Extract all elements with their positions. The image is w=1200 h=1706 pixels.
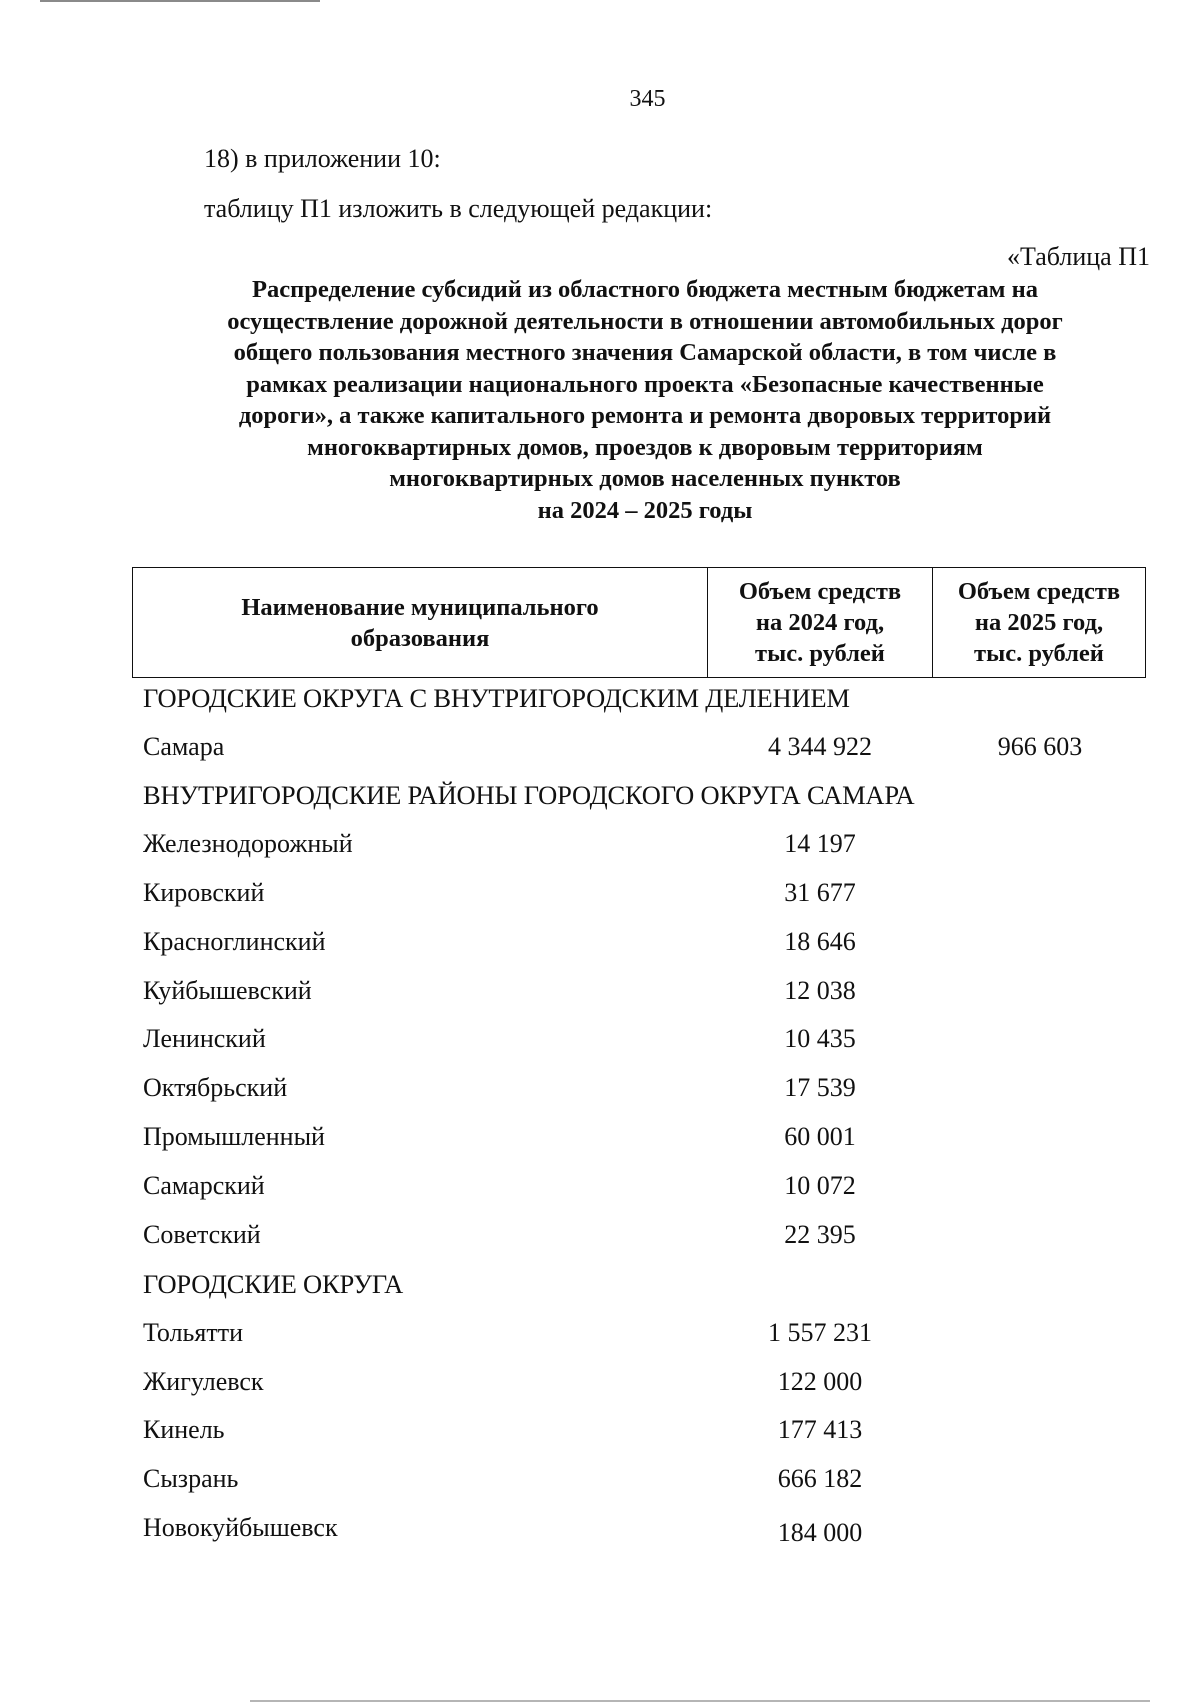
table-row [0,878,1200,912]
value-2024: 18 646 [784,927,856,956]
table-section-row [0,683,1200,717]
municipality-name: Тольятти [143,1318,244,1347]
intro-item: 18) в приложении 10: [204,144,441,173]
section-title: ГОРОДСКИЕ ОКРУГА С ВНУТРИГОРОДСКИМ ДЕЛЕНИЕМ [143,683,850,713]
value-2024: 1 557 231 [768,1318,872,1347]
value-2024: 12 038 [784,976,856,1005]
table-section-row [0,780,1200,814]
value-2024: 14 197 [784,829,856,858]
table-row [0,1220,1200,1254]
municipality-name: Самарский [143,1171,265,1200]
municipality-name: Железнодорожный [143,829,353,858]
value-2024: 17 539 [784,1073,856,1102]
value-2024: 184 000 [777,1518,863,1547]
header-text: Объем средств [738,578,902,605]
table-row [0,976,1200,1010]
title-line: на 2024 – 2025 годы [537,496,753,524]
table-section-row [0,1269,1200,1303]
title-line: дороги», а также капитального ремонта и ремонта дворовых территорий [238,402,1052,429]
section-title: ГОРОДСКИЕ ОКРУГА [143,1269,404,1299]
header-text: Объем средств [957,578,1121,605]
value-2024: 60 001 [784,1122,856,1151]
header-text: на 2025 год, [974,609,1104,636]
municipality-name: Октябрьский [143,1073,288,1102]
municipality-name: Сызрань [143,1464,239,1493]
table-row [0,1024,1200,1058]
header-volume-2024 [708,568,933,677]
header-text: тыс. рублей [755,640,885,667]
municipality-name: Кировский [143,878,265,907]
header-volume-2025 [933,568,1145,677]
table-row [0,1513,1200,1547]
municipality-name: Кинель [143,1415,225,1444]
page-number: 345 [629,86,666,112]
document-title [140,274,1150,526]
municipality-name: Куйбышевский [143,976,312,1005]
table-header [132,567,1146,678]
municipality-name: Жигулевск [143,1367,264,1396]
table-row [0,1073,1200,1107]
value-2025: 966 603 [997,732,1083,761]
value-2024: 10 072 [784,1171,856,1200]
title-line: рамках реализации национального проекта «Безопасные качественные [246,370,1044,398]
value-2024: 4 344 922 [768,732,872,761]
title-line: многоквартирных домов, проездов к дворовым территориям [307,433,983,461]
title-line: осуществление дорожной деятельности в отношении автомобильных дорог [227,307,1063,335]
value-2024: 10 435 [784,1024,856,1053]
municipality-name: Новокуйбышевск [143,1513,338,1542]
header-text: Наименование муниципального [241,593,599,621]
section-title: ВНУТРИГОРОДСКИЕ РАЙОНЫ ГОРОДСКОГО ОКРУГА САМАРА [143,780,915,810]
table-row [0,1171,1200,1205]
table-row [0,732,1200,766]
scan-edge-bottom [250,1700,1150,1702]
scan-edge-top [40,0,320,2]
table-row [0,829,1200,863]
table-row [0,1464,1200,1498]
municipality-name: Красноглинский [143,927,326,956]
value-2024: 31 677 [784,878,856,907]
table-reference: «Таблица П1 [1007,242,1150,271]
municipality-name: Советский [143,1220,261,1249]
header-text: образования [350,624,490,652]
table-row [0,1367,1200,1401]
header-text: на 2024 год, [755,609,885,636]
table-row [0,927,1200,961]
municipality-name: Самара [143,732,225,761]
municipality-name: Промышленный [143,1122,325,1151]
value-2024: 177 413 [777,1415,863,1444]
title-line: многоквартирных домов населенных пунктов [389,465,901,492]
value-2024: 666 182 [777,1464,863,1493]
intro-instruction: таблицу П1 изложить в следующей редакции: [204,194,713,223]
header-municipality [133,568,708,677]
table-row [0,1415,1200,1449]
header-text: тыс. рублей [974,640,1104,667]
value-2024: 22 395 [784,1220,856,1249]
title-line: общего пользования местного значения Самарской области, в том числе в [233,339,1057,366]
value-2024: 122 000 [777,1367,863,1396]
table-row [0,1122,1200,1156]
municipality-name: Ленинский [143,1024,266,1053]
table-row [0,1318,1200,1352]
title-line: Распределение субсидий из областного бюджета местным бюджетам на [252,276,1038,303]
